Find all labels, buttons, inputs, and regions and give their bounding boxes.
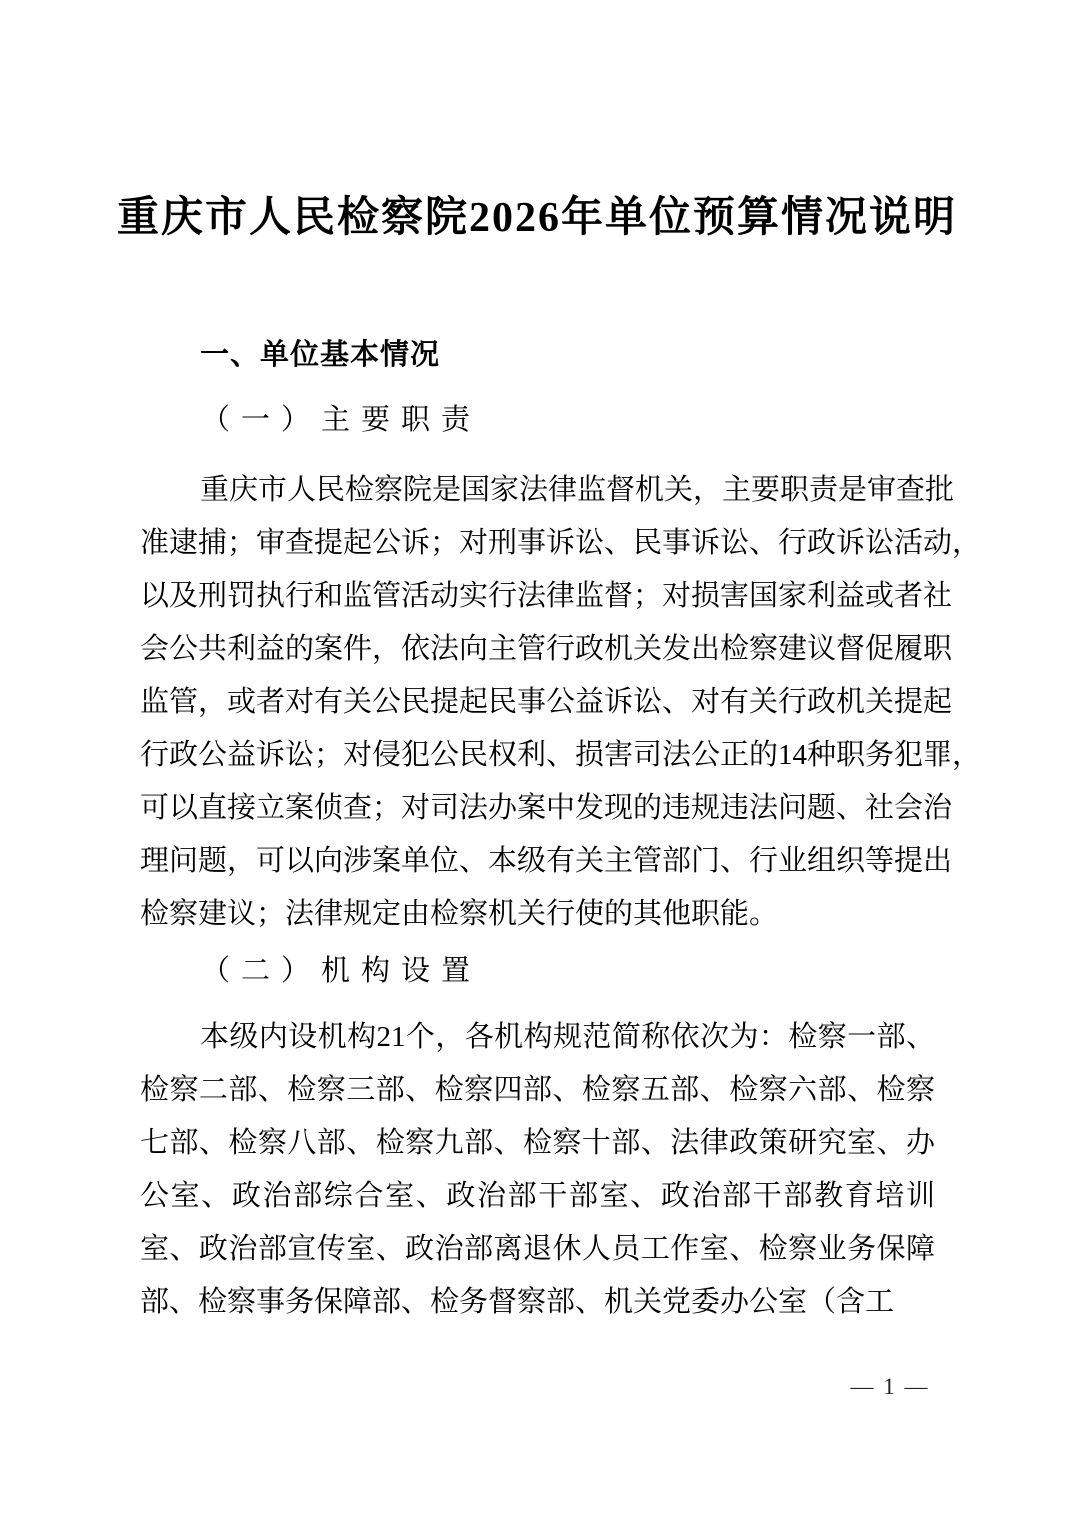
body-line: 室、政治部宣传室、政治部离退休人员工作室、检察业务保障	[140, 1233, 935, 1265]
body-line: 部、检察事务保障部、检务督察部、机关党委办公室（含工	[140, 1286, 895, 1318]
paragraph-main-duties	[140, 464, 982, 941]
body-line: 行政公益诉讼；对侵犯公民权利、损害司法公正的14种职务犯罪，	[140, 739, 982, 771]
body-line: 七部、检察八部、检察九部、检察十部、法律政策研究室、办	[140, 1127, 935, 1159]
document-title: 重庆市人民检察院2026年单位预算情况说明	[116, 195, 957, 241]
paragraph-org-structure	[140, 1011, 935, 1329]
subsection-heading-org-structure: （二）机构设置	[201, 955, 482, 987]
body-line: 检察二部、检察三部、检察四部、检察五部、检察六部、检察	[140, 1074, 935, 1106]
subsection-heading-main-duties: （一）主要职责	[201, 404, 482, 436]
body-line: 准逮捕；审查提起公诉；对刑事诉讼、民事诉讼、行政诉讼活动，	[140, 527, 982, 559]
body-line: 公室、政治部综合室、政治部干部室、政治部干部教育培训	[140, 1180, 935, 1212]
body-line: 本级内设机构21个，各机构规范简称依次为：检察一部、	[200, 1021, 935, 1053]
page-number: — 1 —	[850, 1374, 930, 1399]
body-line: 理问题，可以向涉案单位、本级有关主管部门、行业组织等提出	[140, 845, 953, 877]
body-line: 检察建议；法律规定由检察机关行使的其他职能。	[140, 898, 779, 930]
body-line: 会公共利益的案件，依法向主管行政机关发出检察建议督促履职	[140, 633, 953, 665]
body-line: 可以直接立案侦查；对司法办案中发现的违规违法问题、社会治	[140, 792, 953, 824]
body-line: 以及刑罚执行和监管活动实行法律监督；对损害国家利益或者社	[140, 580, 953, 612]
body-line: 监管，或者对有关公民提起民事公益诉讼、对有关行政机关提起	[140, 686, 953, 718]
section-heading-basic-info: 一、单位基本情况	[200, 339, 441, 371]
body-line: 重庆市人民检察院是国家法律监督机关，主要职责是审查批	[200, 474, 955, 506]
